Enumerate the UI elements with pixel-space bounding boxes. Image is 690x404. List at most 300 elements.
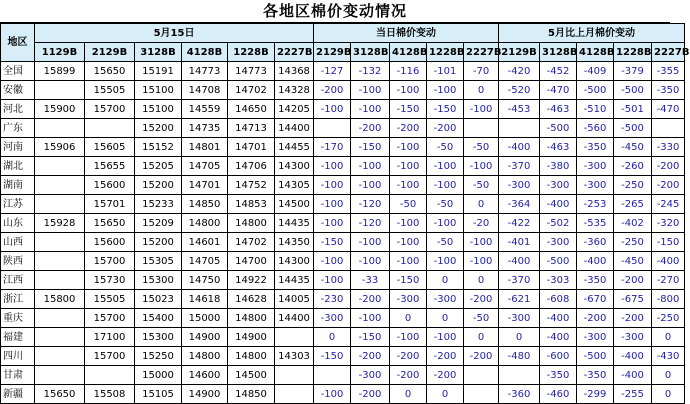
daily-change-cell: -100 (390, 328, 427, 347)
daily-change-cell: -33 (351, 271, 390, 290)
price-cell: 15100 (135, 100, 182, 119)
daily-change-cell: -100 (427, 214, 464, 233)
cotton-price-table (0, 23, 690, 404)
daily-change-cell: -200 (427, 347, 464, 366)
region-cell: 全国 (1, 62, 35, 81)
monthly-change-cell: -379 (614, 62, 652, 81)
table-row (1, 157, 685, 176)
price-cell: 15400 (135, 309, 182, 328)
daily-change-cell: -170 (314, 138, 351, 157)
monthly-change-cell: -401 (499, 233, 540, 252)
monthly-change-cell: 0 (499, 328, 540, 347)
monthly-change-cell: -400 (652, 252, 685, 271)
price-cell (35, 366, 85, 385)
daily-change-cell: -200 (390, 119, 427, 138)
price-cell: 14702 (228, 81, 275, 100)
daily-change-cell: -100 (314, 214, 351, 233)
daily-change-cell: -100 (427, 176, 464, 195)
price-cell: 14500 (275, 195, 314, 214)
price-cell: 14455 (275, 138, 314, 157)
daily-change-cell: -70 (464, 62, 499, 81)
price-cell: 14300 (275, 157, 314, 176)
price-cell: 14900 (182, 385, 228, 404)
daily-change-cell (464, 366, 499, 385)
price-cell: 14005 (275, 290, 314, 309)
daily-change-cell: -150 (314, 347, 351, 366)
price-cell: 14800 (228, 214, 275, 233)
price-cell: 15650 (85, 62, 135, 81)
region-cell: 广东 (1, 119, 35, 138)
daily-change-cell: -300 (390, 290, 427, 309)
price-cell: 14300 (275, 252, 314, 271)
price-cell: 14618 (182, 290, 228, 309)
monthly-change-cell: -453 (499, 100, 540, 119)
price-cell: 14800 (228, 309, 275, 328)
monthly-change-cell (499, 366, 540, 385)
price-cell: 14900 (228, 328, 275, 347)
daily-change-cell: -200 (390, 366, 427, 385)
daily-change-cell: -50 (427, 138, 464, 157)
price-cell: 15701 (85, 195, 135, 214)
region-cell: 四川 (1, 347, 35, 366)
daily-change-cell: 0 (427, 385, 464, 404)
monthly-change-cell (499, 119, 540, 138)
table-row (1, 176, 685, 195)
daily-change-cell: 0 (464, 328, 499, 347)
monthly-change-cell: -380 (540, 157, 577, 176)
monthly-change-cell: -400 (499, 252, 540, 271)
monthly-change-cell: -430 (652, 347, 685, 366)
price-cell: 14705 (182, 157, 228, 176)
monthly-change-cell: -400 (540, 309, 577, 328)
price-cell: 14500 (228, 366, 275, 385)
table-row (1, 290, 685, 309)
price-cell: 15508 (85, 385, 135, 404)
price-cell: 14435 (275, 214, 314, 233)
daily-col-header: 2227B (464, 43, 499, 62)
monthly-change-cell: -300 (540, 233, 577, 252)
monthly-change-cell: -253 (577, 195, 614, 214)
price-cell: 15700 (85, 347, 135, 366)
daily-change-cell: -100 (351, 81, 390, 100)
monthly-change-cell: -300 (499, 309, 540, 328)
monthly-change-cell: -300 (540, 176, 577, 195)
price-cell: 15200 (135, 233, 182, 252)
daily-change-cell: -100 (314, 157, 351, 176)
daily-change-cell: -150 (314, 233, 351, 252)
monthly-change-cell: -402 (614, 214, 652, 233)
region-cell: 浙江 (1, 290, 35, 309)
monthly-col-header: 2129B (499, 43, 540, 62)
monthly-change-cell: -364 (499, 195, 540, 214)
monthly-change-cell: -470 (652, 100, 685, 119)
price-cell: 15250 (135, 347, 182, 366)
monthly-change-cell: -200 (614, 271, 652, 290)
price-cell (35, 271, 85, 290)
daily-change-cell: -300 (427, 290, 464, 309)
daily-change-cell: -100 (390, 233, 427, 252)
region-cell: 新疆 (1, 385, 35, 404)
monthly-change-cell: -270 (652, 271, 685, 290)
price-col-header: 4128B (182, 43, 228, 62)
daily-change-cell: 0 (464, 271, 499, 290)
monthly-change-cell: -520 (499, 81, 540, 100)
monthly-change-cell: -400 (614, 366, 652, 385)
price-col-header: 2227B (275, 43, 314, 62)
page-title: 各地区棉价变动情况 (0, 0, 670, 23)
price-cell: 14368 (275, 62, 314, 81)
daily-change-cell: -100 (390, 157, 427, 176)
daily-change-cell: -100 (464, 157, 499, 176)
monthly-change-cell: -800 (652, 290, 685, 309)
price-cell: 15800 (35, 290, 85, 309)
price-cell: 14850 (182, 195, 228, 214)
daily-change-cell: -100 (314, 385, 351, 404)
price-cell: 14305 (275, 176, 314, 195)
daily-change-cell: -100 (351, 233, 390, 252)
table-row (1, 100, 685, 119)
price-cell: 14752 (228, 176, 275, 195)
daily-change-cell: -150 (390, 100, 427, 119)
daily-change-cell: -50 (427, 195, 464, 214)
monthly-change-cell: -350 (577, 271, 614, 290)
monthly-change-cell: -500 (614, 81, 652, 100)
monthly-change-cell: -350 (540, 366, 577, 385)
region-cell: 江西 (1, 271, 35, 290)
daily-change-cell: -150 (351, 328, 390, 347)
daily-change-cell: -100 (351, 252, 390, 271)
price-cell: 15305 (135, 252, 182, 271)
monthly-change-cell: -370 (499, 271, 540, 290)
daily-change-cell: -100 (351, 100, 390, 119)
price-cell: 15700 (85, 100, 135, 119)
table-row (1, 309, 685, 328)
price-cell: 15505 (85, 81, 135, 100)
daily-change-cell: -150 (390, 271, 427, 290)
table-row (1, 385, 685, 404)
price-cell: 15505 (85, 290, 135, 309)
monthly-change-cell: -250 (614, 233, 652, 252)
daily-change-cell: -132 (351, 62, 390, 81)
price-cell: 15300 (135, 271, 182, 290)
daily-change-cell: -50 (427, 233, 464, 252)
price-group-header: 5月15日 (35, 24, 314, 43)
monthly-change-cell: -300 (614, 328, 652, 347)
daily-change-cell: -200 (427, 366, 464, 385)
price-col-header: 3128B (135, 43, 182, 62)
monthly-change-cell: -420 (499, 62, 540, 81)
price-cell: 15605 (85, 138, 135, 157)
daily-change-cell: -50 (464, 309, 499, 328)
price-cell: 14400 (275, 119, 314, 138)
price-cell: 15900 (35, 100, 85, 119)
price-cell: 14702 (228, 233, 275, 252)
price-cell: 14559 (182, 100, 228, 119)
region-cell: 甘肃 (1, 366, 35, 385)
price-cell: 15928 (35, 214, 85, 233)
daily-change-cell: -150 (427, 100, 464, 119)
daily-change-cell: -100 (351, 309, 390, 328)
price-cell: 14701 (182, 176, 228, 195)
daily-change-cell: -101 (427, 62, 464, 81)
price-cell: 15000 (182, 309, 228, 328)
price-cell: 14850 (228, 385, 275, 404)
monthly-change-group-header: 5月比上月棉价变动 (499, 24, 685, 43)
price-cell: 14701 (228, 138, 275, 157)
monthly-change-cell: -245 (652, 195, 685, 214)
price-col-header: 1228B (228, 43, 275, 62)
monthly-change-cell (652, 119, 685, 138)
price-cell: 15906 (35, 138, 85, 157)
price-cell: 14853 (228, 195, 275, 214)
price-cell: 15730 (85, 271, 135, 290)
daily-change-cell: -116 (390, 62, 427, 81)
region-cell: 河北 (1, 100, 35, 119)
price-cell: 15899 (35, 62, 85, 81)
daily-change-cell: -100 (464, 233, 499, 252)
price-cell: 14205 (275, 100, 314, 119)
monthly-col-header: 2227B (652, 43, 685, 62)
monthly-change-cell: 0 (652, 366, 685, 385)
price-cell (35, 252, 85, 271)
monthly-change-cell: -300 (577, 328, 614, 347)
table-row (1, 119, 685, 138)
table-row (1, 366, 685, 385)
monthly-change-cell: 0 (652, 328, 685, 347)
monthly-col-header: 3128B (540, 43, 577, 62)
price-cell: 14328 (275, 81, 314, 100)
price-cell: 15600 (85, 233, 135, 252)
daily-change-cell: -230 (314, 290, 351, 309)
daily-change-cell: -200 (464, 290, 499, 309)
price-cell (275, 328, 314, 347)
monthly-change-cell: -300 (577, 157, 614, 176)
price-cell (35, 119, 85, 138)
monthly-change-cell: -350 (577, 138, 614, 157)
price-cell (85, 119, 135, 138)
daily-change-cell: -50 (390, 195, 427, 214)
monthly-change-cell: -621 (499, 290, 540, 309)
daily-change-cell: -120 (351, 214, 390, 233)
price-cell (35, 195, 85, 214)
monthly-change-cell: -500 (577, 347, 614, 366)
price-cell: 14435 (275, 271, 314, 290)
price-cell: 15191 (135, 62, 182, 81)
monthly-change-cell: -409 (577, 62, 614, 81)
monthly-change-cell: -600 (540, 347, 577, 366)
price-cell: 14706 (228, 157, 275, 176)
daily-change-cell: -300 (351, 366, 390, 385)
price-cell: 15200 (135, 119, 182, 138)
monthly-change-cell: -450 (614, 252, 652, 271)
price-cell (35, 347, 85, 366)
monthly-change-cell: -608 (540, 290, 577, 309)
price-cell: 15655 (85, 157, 135, 176)
price-cell: 14922 (228, 271, 275, 290)
region-cell: 福建 (1, 328, 35, 347)
price-cell: 15205 (135, 157, 182, 176)
monthly-change-cell: -400 (540, 328, 577, 347)
price-cell: 15700 (85, 252, 135, 271)
daily-change-cell: -150 (351, 138, 390, 157)
region-cell: 山西 (1, 233, 35, 252)
monthly-change-cell: -250 (652, 309, 685, 328)
daily-change-cell: 0 (390, 309, 427, 328)
price-cell: 14773 (182, 62, 228, 81)
daily-change-cell: -100 (427, 328, 464, 347)
price-col-header: 1129B (35, 43, 85, 62)
daily-change-group-header: 当日棉价变动 (314, 24, 499, 43)
daily-change-cell: -100 (390, 138, 427, 157)
monthly-change-cell: -255 (614, 385, 652, 404)
price-cell: 14705 (182, 252, 228, 271)
daily-change-cell: -200 (351, 119, 390, 138)
daily-change-cell: -100 (390, 81, 427, 100)
monthly-change-cell: -300 (577, 176, 614, 195)
monthly-change-cell: -500 (540, 119, 577, 138)
price-cell (35, 233, 85, 252)
daily-change-cell: -100 (464, 252, 499, 271)
region-cell: 湖北 (1, 157, 35, 176)
daily-change-cell: -200 (351, 290, 390, 309)
price-cell: 14350 (275, 233, 314, 252)
table-row (1, 347, 685, 366)
daily-change-cell (314, 119, 351, 138)
monthly-change-cell: -360 (577, 233, 614, 252)
table-row (1, 81, 685, 100)
header-row-groups (1, 24, 685, 43)
price-cell (35, 81, 85, 100)
monthly-change-cell: -510 (577, 100, 614, 119)
daily-change-cell: -20 (464, 214, 499, 233)
daily-col-header: 4128B (390, 43, 427, 62)
daily-change-cell: 0 (314, 328, 351, 347)
monthly-change-cell: -500 (614, 119, 652, 138)
daily-change-cell: -50 (464, 176, 499, 195)
price-cell (35, 309, 85, 328)
monthly-change-cell: -320 (652, 214, 685, 233)
daily-change-cell: 0 (390, 385, 427, 404)
monthly-change-cell: -500 (540, 252, 577, 271)
region-cell: 山东 (1, 214, 35, 233)
monthly-change-cell: -303 (540, 271, 577, 290)
table-body (1, 62, 685, 404)
monthly-change-cell: -350 (577, 366, 614, 385)
price-cell: 15200 (135, 176, 182, 195)
price-cell: 15152 (135, 138, 182, 157)
daily-change-cell: 0 (427, 271, 464, 290)
price-cell: 14650 (228, 100, 275, 119)
table-row (1, 138, 685, 157)
header-row-grades (1, 43, 685, 62)
table-row (1, 195, 685, 214)
price-cell (35, 157, 85, 176)
monthly-change-cell: -480 (499, 347, 540, 366)
price-cell: 14773 (228, 62, 275, 81)
monthly-change-cell: -200 (652, 157, 685, 176)
daily-change-cell: 0 (427, 309, 464, 328)
price-cell: 15300 (135, 328, 182, 347)
price-cell: 15650 (35, 385, 85, 404)
table-row (1, 271, 685, 290)
monthly-change-cell: -370 (499, 157, 540, 176)
region-cell: 江苏 (1, 195, 35, 214)
price-cell: 15700 (85, 309, 135, 328)
daily-change-cell: -100 (427, 81, 464, 100)
daily-change-cell: -100 (314, 100, 351, 119)
price-cell: 15000 (135, 366, 182, 385)
table-row (1, 214, 685, 233)
monthly-change-cell: -460 (540, 385, 577, 404)
monthly-change-cell: -463 (540, 138, 577, 157)
price-cell: 14735 (182, 119, 228, 138)
monthly-change-cell: -265 (614, 195, 652, 214)
price-cell: 14601 (182, 233, 228, 252)
daily-change-cell: -120 (351, 195, 390, 214)
daily-change-cell: -50 (464, 138, 499, 157)
daily-change-cell: -200 (314, 81, 351, 100)
price-cell: 14900 (182, 328, 228, 347)
daily-change-cell: -200 (351, 347, 390, 366)
price-cell: 15650 (85, 214, 135, 233)
daily-change-cell: 0 (464, 81, 499, 100)
price-cell: 14713 (228, 119, 275, 138)
daily-change-cell: -200 (351, 385, 390, 404)
price-cell (275, 366, 314, 385)
monthly-change-cell: -470 (540, 81, 577, 100)
monthly-change-cell: -300 (499, 176, 540, 195)
daily-change-cell: -200 (390, 347, 427, 366)
monthly-change-cell: -400 (499, 138, 540, 157)
monthly-change-cell: -200 (614, 309, 652, 328)
price-cell (35, 176, 85, 195)
daily-change-cell: -100 (427, 252, 464, 271)
daily-change-cell: -100 (314, 176, 351, 195)
daily-change-cell: -100 (427, 157, 464, 176)
price-col-header: 2129B (85, 43, 135, 62)
daily-change-cell: -100 (464, 100, 499, 119)
price-cell: 15233 (135, 195, 182, 214)
monthly-change-cell: -250 (614, 176, 652, 195)
daily-change-cell: -200 (427, 119, 464, 138)
region-header: 地区 (1, 24, 35, 62)
daily-change-cell: -100 (314, 195, 351, 214)
daily-change-cell: -127 (314, 62, 351, 81)
monthly-change-cell: -150 (652, 233, 685, 252)
price-cell: 15209 (135, 214, 182, 233)
price-cell: 14708 (182, 81, 228, 100)
daily-col-header: 1228B (427, 43, 464, 62)
price-cell: 14801 (182, 138, 228, 157)
region-cell: 湖南 (1, 176, 35, 195)
table-row (1, 233, 685, 252)
daily-change-cell: -100 (351, 157, 390, 176)
price-cell: 15023 (135, 290, 182, 309)
price-cell: 14303 (275, 347, 314, 366)
daily-change-cell (464, 119, 499, 138)
region-cell: 安徽 (1, 81, 35, 100)
region-cell: 重庆 (1, 309, 35, 328)
monthly-change-cell: -463 (540, 100, 577, 119)
price-cell (275, 385, 314, 404)
monthly-change-cell: -330 (652, 138, 685, 157)
daily-change-cell: -200 (464, 347, 499, 366)
price-cell: 14700 (228, 252, 275, 271)
monthly-change-cell: -200 (577, 309, 614, 328)
monthly-change-cell: -560 (577, 119, 614, 138)
price-cell (35, 328, 85, 347)
monthly-change-cell: -675 (614, 290, 652, 309)
